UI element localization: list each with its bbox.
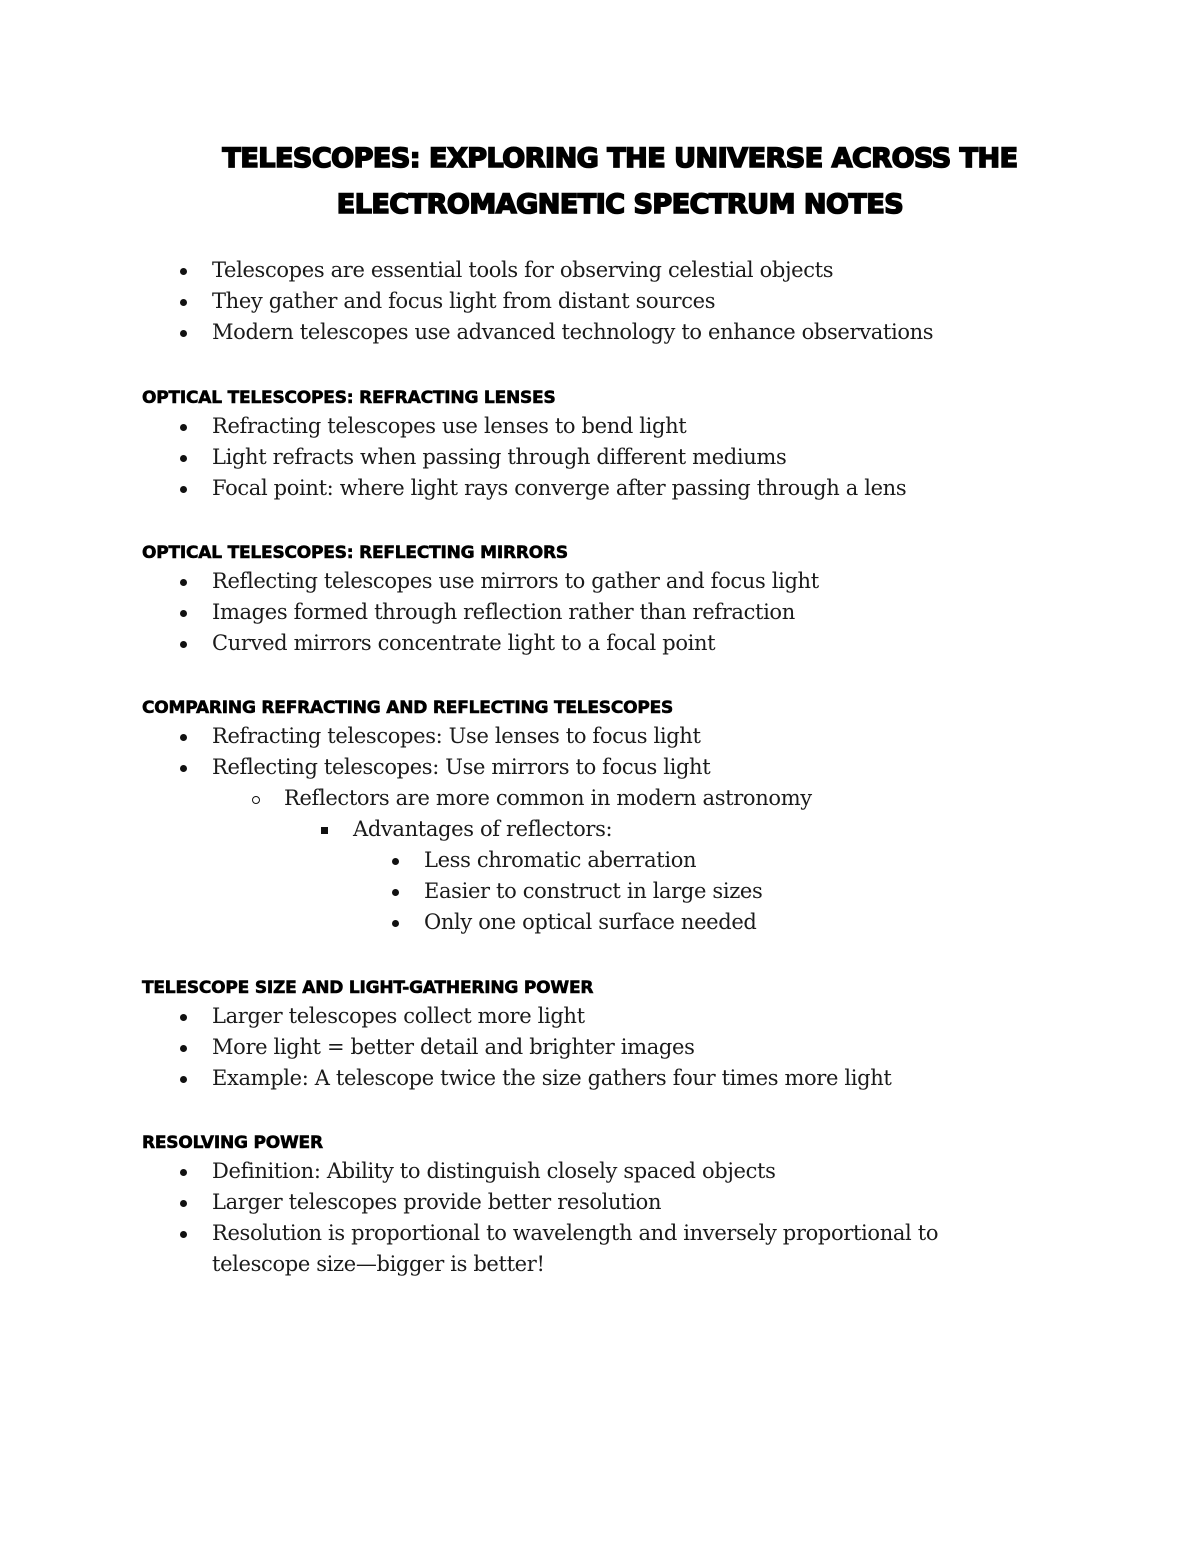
list-item-text: Less chromatic aberration <box>424 848 697 872</box>
list-item <box>142 1218 972 1280</box>
bullet-disc-icon <box>176 255 196 286</box>
list-item-text: Refracting telescopes: Use lenses to focus light <box>212 724 701 748</box>
comparing-section <box>142 697 1082 938</box>
list-item <box>142 1032 1082 1063</box>
section-heading: RESOLVING POWER <box>142 1133 323 1153</box>
bullet-disc-icon <box>176 628 196 659</box>
bullet-disc-icon <box>388 876 408 907</box>
list-item-text: More light = better detail and brighter images <box>212 1035 695 1059</box>
list-item <box>142 566 1082 597</box>
comparing-list <box>142 721 1082 938</box>
list-item-text: Light refracts when passing through different mediums <box>212 445 787 469</box>
size-section <box>142 977 1082 1094</box>
list-item <box>142 1156 1082 1187</box>
section-heading: OPTICAL TELESCOPES: REFRACTING LENSES <box>142 388 556 408</box>
bullet-disc-icon <box>176 752 196 783</box>
list-item <box>142 1187 1082 1218</box>
list-item-text: Telescopes are essential tools for observing celestial objects <box>212 258 834 282</box>
document-title-line-1: TELESCOPES: EXPLORING THE UNIVERSE ACROSS THE <box>222 143 1018 174</box>
list-item <box>142 597 1082 628</box>
intro-section <box>142 255 1082 348</box>
list-item-text: Reflecting telescopes use mirrors to gather and focus light <box>212 569 819 593</box>
list-item <box>142 783 1082 814</box>
section-heading: COMPARING REFRACTING AND REFLECTING TELESCOPES <box>142 698 674 718</box>
list-item <box>142 876 1082 907</box>
list-item-text: Reflectors are more common in modern astronomy <box>284 786 812 810</box>
list-item <box>142 814 1082 845</box>
list-item <box>142 286 1082 317</box>
document-title-line-2: ELECTROMAGNETIC SPECTRUM NOTES <box>336 189 904 220</box>
refracting-section <box>142 387 1082 504</box>
bullet-disc-icon <box>176 317 196 348</box>
bullet-disc-icon <box>388 845 408 876</box>
intro-list <box>142 255 1082 348</box>
resolving-list <box>142 1156 1082 1280</box>
bullet-disc-icon <box>176 1001 196 1032</box>
list-item-text: Advantages of reflectors: <box>353 817 613 841</box>
list-item <box>142 1063 1082 1094</box>
list-item-text: Resolution is proportional to wavelength and inversely proportional to telescope size—bigger is better! <box>212 1221 939 1276</box>
list-item-text: Definition: Ability to distinguish closely spaced objects <box>212 1159 776 1183</box>
bullet-disc-icon <box>176 566 196 597</box>
bullet-circle-icon <box>248 783 268 814</box>
list-item-text: Larger telescopes provide better resolution <box>212 1190 662 1214</box>
list-item <box>142 1001 1082 1032</box>
list-item-text: Example: A telescope twice the size gathers four times more light <box>212 1066 892 1090</box>
refracting-list <box>142 411 1082 504</box>
bullet-disc-icon <box>176 1187 196 1218</box>
bullet-disc-icon <box>176 286 196 317</box>
list-item <box>142 317 1082 348</box>
section-heading: OPTICAL TELESCOPES: REFLECTING MIRRORS <box>142 543 568 563</box>
list-item-text: Refracting telescopes use lenses to bend light <box>212 414 687 438</box>
bullet-disc-icon <box>176 473 196 504</box>
document-title <box>140 136 1100 228</box>
bullet-square-icon <box>317 814 337 845</box>
list-item <box>142 255 1082 286</box>
size-list <box>142 1001 1082 1094</box>
bullet-disc-icon <box>176 1218 196 1249</box>
bullet-disc-icon <box>176 1032 196 1063</box>
list-item-text: Curved mirrors concentrate light to a focal point <box>212 631 716 655</box>
list-item <box>142 473 1082 504</box>
bullet-disc-icon <box>388 907 408 938</box>
section-heading: TELESCOPE SIZE AND LIGHT-GATHERING POWER <box>142 978 594 998</box>
list-item <box>142 752 1082 783</box>
list-item-text: Reflecting telescopes: Use mirrors to focus light <box>212 755 711 779</box>
bullet-disc-icon <box>176 1156 196 1187</box>
bullet-disc-icon <box>176 442 196 473</box>
list-item-text: They gather and focus light from distant sources <box>212 289 716 313</box>
list-item-text: Larger telescopes collect more light <box>212 1004 585 1028</box>
list-item <box>142 907 1082 938</box>
bullet-disc-icon <box>176 411 196 442</box>
reflecting-list <box>142 566 1082 659</box>
list-item <box>142 845 1082 876</box>
list-item <box>142 721 1082 752</box>
bullet-disc-icon <box>176 1063 196 1094</box>
reflecting-section <box>142 542 1082 659</box>
resolving-section <box>142 1132 1082 1280</box>
list-item-text: Images formed through reflection rather than refraction <box>212 600 795 624</box>
list-item <box>142 442 1082 473</box>
list-item-text: Only one optical surface needed <box>424 910 757 934</box>
bullet-disc-icon <box>176 597 196 628</box>
bullet-disc-icon <box>176 721 196 752</box>
list-item-text: Focal point: where light rays converge after passing through a lens <box>212 476 907 500</box>
list-item <box>142 628 1082 659</box>
list-item-text: Easier to construct in large sizes <box>424 879 763 903</box>
list-item <box>142 411 1082 442</box>
list-item-text: Modern telescopes use advanced technology to enhance observations <box>212 320 934 344</box>
